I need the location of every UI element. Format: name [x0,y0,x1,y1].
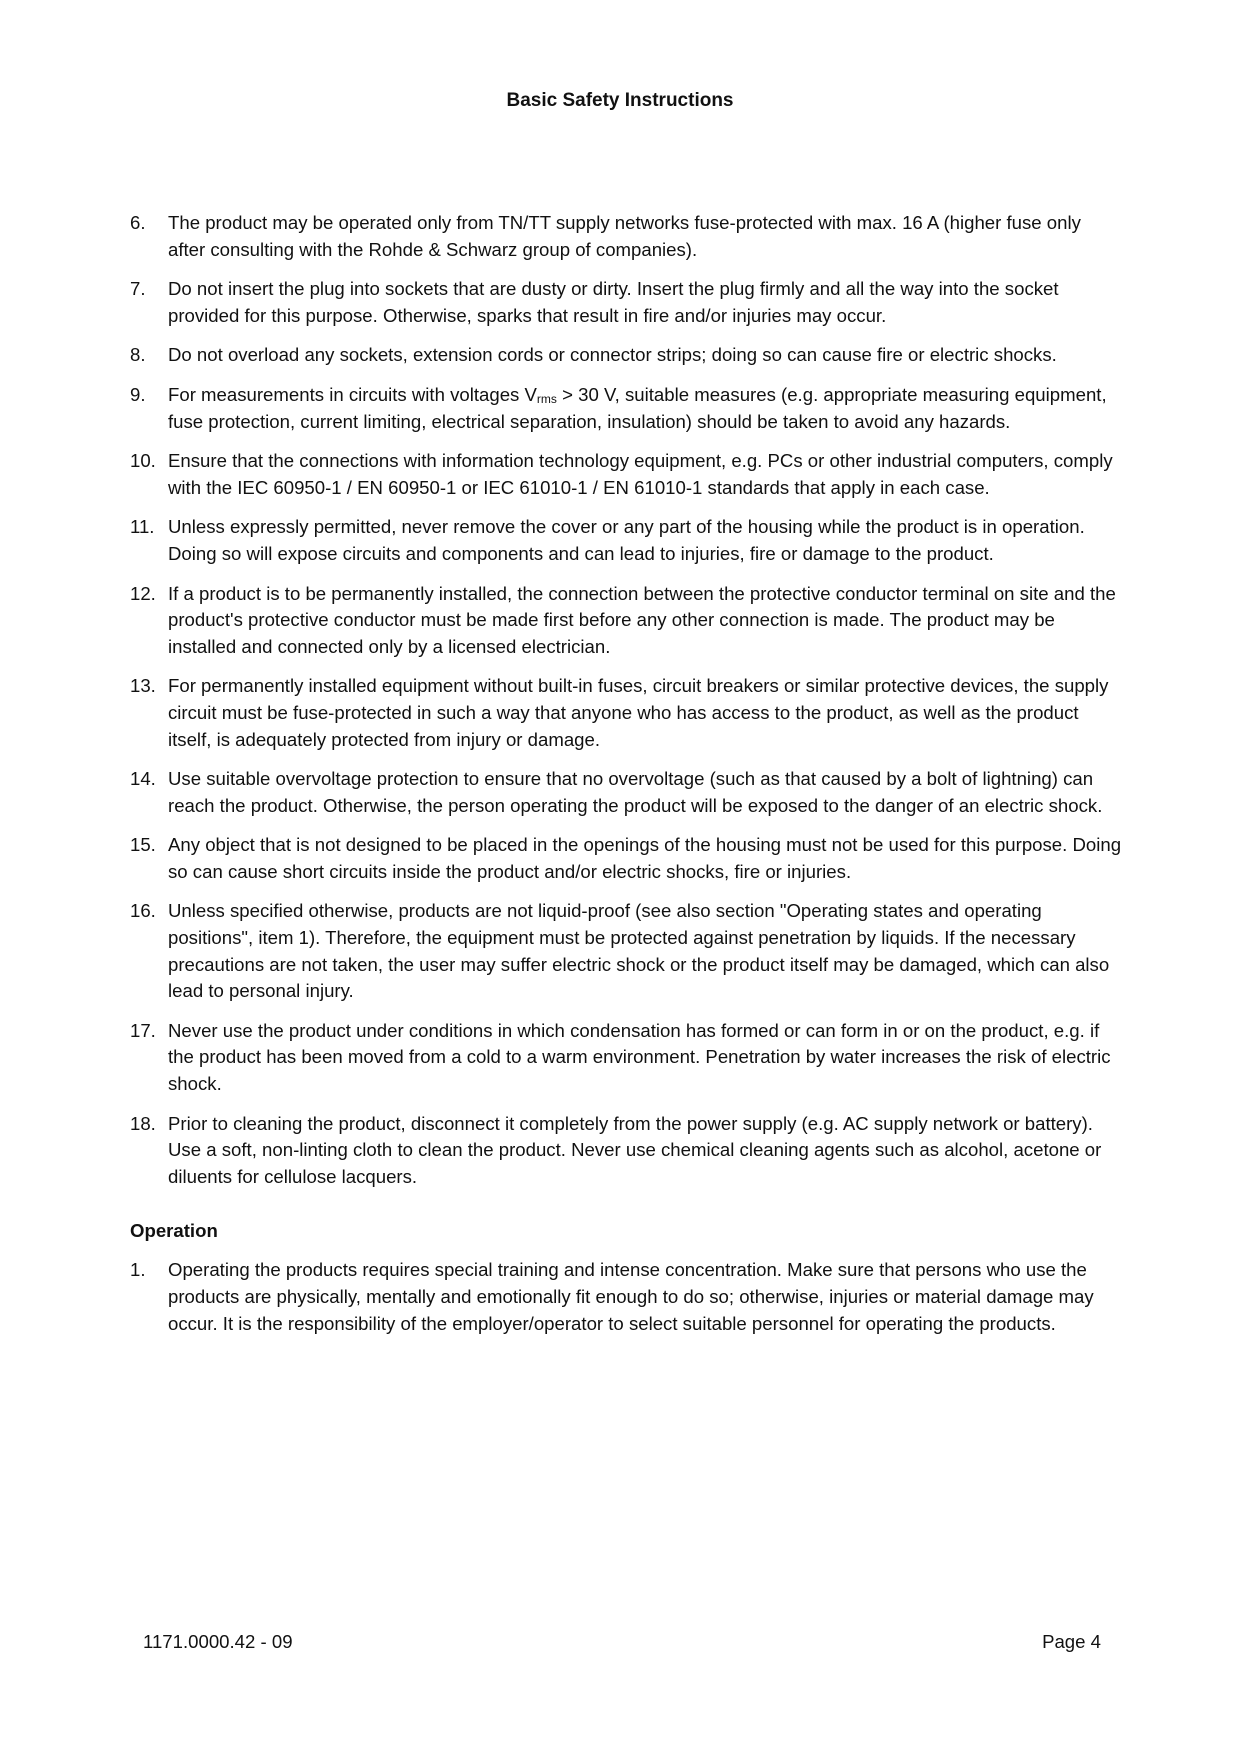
item-text-part: > 30 V, suitable measures (e.g. appropriate measuring equipment, fuse protection, current limiting, electrical separation, insulation) should be taken to avoid any hazards. [168,383,1107,432]
item-number: 1. [130,1259,146,1281]
item-number: 17. [130,1019,156,1041]
item-text: Prior to cleaning the product, disconnect it completely from the power supply (e.g. AC supply network or battery). Use a soft, non-linting cloth to clean the product. Never use chemical cleaning agents such as alcohol, acetone or diluents for cellulose lacquers. [168,1112,1102,1187]
item-text: Any object that is not designed to be placed in the openings of the housing must not be used for this purpose. Doing so can cause short circuits inside the product and/or electric shocks, fire or injuries. [168,834,1122,882]
list-item-13 [130,673,1122,753]
list-item-16 [130,898,1122,1004]
list-item-9 [130,382,1122,435]
page-number: Page 4 [1042,1631,1101,1652]
operation-list-item-1 [130,1257,1122,1337]
list-item-6 [130,210,1122,263]
item-text: For permanently installed equipment without built-in fuses, circuit breakers or similar protective devices, the supply circuit must be fuse-protected in such a way that anyone who has access to the product, as well as the product itself, is adequately protected from injury or damage. [168,675,1109,750]
list-item-17 [130,1018,1122,1098]
item-text-part: For measurements in circuits with voltages V [168,383,537,405]
item-number: 16. [130,900,156,922]
item-text: Do not insert the plug into sockets that are dusty or dirty. Insert the plug firmly and all the way into the socket provided for this purpose. Otherwise, sparks that result in fire and/or injuries may occur. [168,278,1059,326]
document-body [130,210,1122,1350]
item-number: 15. [130,834,156,856]
item-text [168,382,1122,435]
list-item-18 [130,1111,1122,1191]
item-text: Operating the products requires special training and intense concentration. Make sure that persons who use the products are physically, mentally and emotionally fit enough to do so; otherwise, injuries or material damage may occur. It is the responsibility of the employer/operator to select suitable personnel for operating the products. [168,1259,1094,1334]
item-number: 14. [130,768,156,790]
item-number: 10. [130,450,156,472]
item-text: The product may be operated only from TN/TT supply networks fuse-protected with max. 16 A (higher fuse only after consulting with the Rohde & Schwarz group of companies). [168,212,1081,260]
list-item-10 [130,448,1122,501]
item-number: 9. [130,383,146,405]
item-number: 13. [130,675,156,697]
item-text: Never use the product under conditions in which condensation has formed or can form in or on the product, e.g. if the product has been moved from a cold to a warm environment. Penetration by water increases the risk of electric shock. [168,1019,1111,1095]
document-number: 1171.0000.42 - 09 [143,1631,293,1652]
list-item-7 [130,276,1122,329]
subscript-rms: rms [536,391,557,406]
list-item-12 [130,581,1122,661]
item-text: Use suitable overvoltage protection to ensure that no overvoltage (such as that caused by a bolt of lightning) can reach the product. Otherwise, the person operating the product will be exposed to the danger of an electric shock. [168,768,1103,816]
list-item-11 [130,514,1122,567]
item-text: Ensure that the connections with information technology equipment, e.g. PCs or other industrial computers, comply with the IEC 60950-1 / EN 60950-1 or IEC 61010-1 / EN 61010-1 standards that apply in each case. [168,450,1113,498]
item-number: 11. [130,516,155,538]
item-number: 8. [130,344,146,366]
section-heading-operation: Operation [130,1220,218,1242]
item-text: If a product is to be permanently installed, the connection between the protective conductor terminal on site and the product's protective conductor must be made first before any other connection is made. The product may be installed and connected only by a licensed electrician. [168,582,1116,657]
item-number: 6. [130,212,146,233]
page-footer [143,1630,1101,1654]
item-number: 7. [130,278,146,300]
item-number: 12. [130,582,156,604]
item-number: 18. [130,1112,156,1134]
list-item-8 [130,342,1122,369]
item-text: Unless expressly permitted, never remove the cover or any part of the housing while the product is in operation. Doing so will expose circuits and components and can lead to injuries, fire or damage to the product. [168,516,1085,564]
page-title: Basic Safety Instructions [506,90,734,111]
item-text: Unless specified otherwise, products are not liquid-proof (see also section "Operating states and operating positions", item 1). Therefore, the equipment must be protected against penetration by liquids. If the necessary precautions are not taken, the user may suffer electric shock or the product itself may be damaged, which can also lead to personal injury. [168,900,1110,1002]
list-item-14 [130,766,1122,819]
item-text: Do not overload any sockets, extension cords or connector strips; doing so can cause fire or electric shocks. [168,344,1057,366]
list-item-15 [130,832,1122,885]
